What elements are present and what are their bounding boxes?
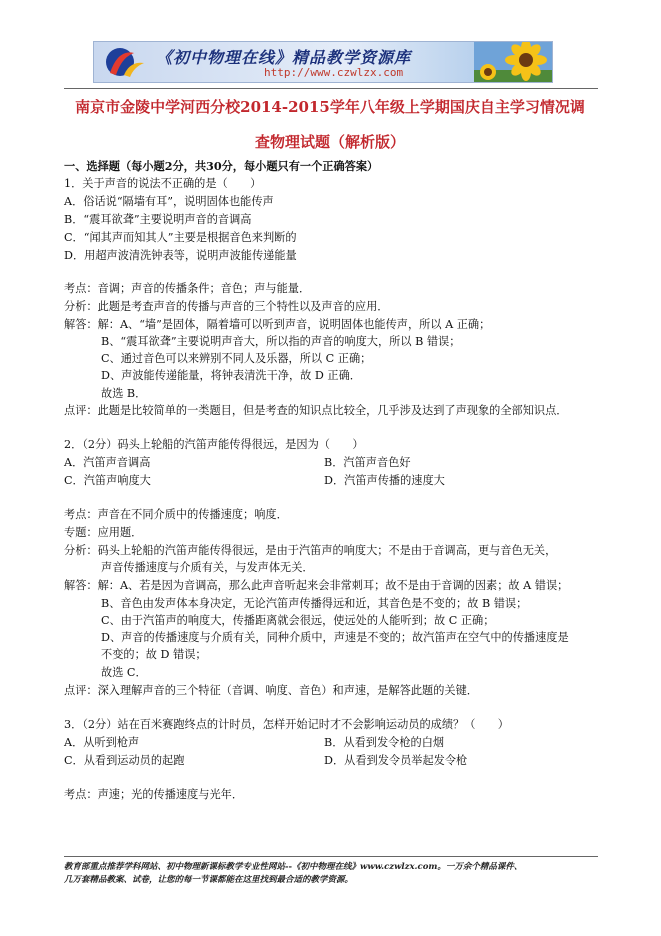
header-banner xyxy=(93,41,553,83)
q2-dianping: 点评：深入理解声音的三个特征（音调、响度、音色）和声速，是解答此题的关键． xyxy=(64,684,478,697)
q1-option-c: C．“闻其声而知其人”主要是根据音色来判断的 xyxy=(64,231,297,244)
q3-option-a: A．从听到枪声 xyxy=(64,736,140,749)
q1-option-d: D．用超声波清洗钟表等，说明声波能传递能量 xyxy=(64,249,297,262)
banner-title: 《初中物理在线》精品教学资源库 xyxy=(156,48,412,67)
q1-jieda-line3: C、通过音色可以来辨别不同人及乐器，所以 C 正确； xyxy=(101,352,372,365)
q2-jieda-line2: B、音色由发声体本身决定，无论汽笛声传播得远和近，其音色是不变的；故 B 错误； xyxy=(101,597,528,610)
q3-option-b: B．从看到发令枪的白烟 xyxy=(324,736,445,749)
q2-jieda-line1: 解答：解：A、若是因为音调高，那么此声音听起来会非常刺耳；故不是由于音调的因素；故 A 错误； xyxy=(64,579,569,592)
q2-option-b: B．汽笛声音色好 xyxy=(324,456,411,469)
q1-jieda-line4: D、声波能传递能量，将钟表清洗干净，故 D 正确． xyxy=(101,369,361,382)
sunflower-image xyxy=(474,42,552,82)
q1-fenxi: 分析：此题是考查声音的传播与声音的三个特性以及声音的应用． xyxy=(64,300,389,313)
q1-option-b: B．“震耳欲聋”主要说明声音的音调高 xyxy=(64,213,252,226)
q1-jieda-line2: B、“震耳欲聋”主要说明声音大，所以指的声音的响度大，所以 B 错误； xyxy=(101,335,461,348)
q3-kaodian: 考点：声速；光的传播速度与光年． xyxy=(64,788,244,801)
q3-stem: 3．（2分）站在百米赛跑终点的计时员，怎样开始记时才不会影响运动员的成绩？（ ） xyxy=(64,718,509,731)
q1-dianping: 点评：此题是比较简单的一类题目，但是考查的知识点比较全，几乎涉及达到了声现象的全部知识点． xyxy=(64,404,568,417)
q1-stem: 1．关于声音的说法不正确的是（ ） xyxy=(64,177,262,190)
footer-line2: 几万套精品教案、试卷，让您的每一节课都能在这里找到最合适的教学资源。 xyxy=(64,875,354,885)
q2-jieda-line5: 不变的；故 D 错误； xyxy=(101,648,207,661)
q2-option-d: D．汽笛声传播的速度大 xyxy=(324,474,445,487)
q1-option-a: A．俗话说“隔墙有耳”，说明固体也能传声 xyxy=(64,195,274,208)
page-footer xyxy=(64,861,604,887)
q2-kaodian: 考点：声音在不同介质中的传播速度；响度． xyxy=(64,508,288,521)
section-heading: 一、选择题（每小题2分，共30分，每小题只有一个正确答案） xyxy=(64,159,379,173)
footer-line1: 教育部重点推荐学科网站、初中物理新课标教学专业性网站--《初中物理在线》www.czwlzx.com。一万余个精品课件、 xyxy=(64,862,523,872)
q3-option-d: D．从看到发令员举起发令枪 xyxy=(324,754,468,767)
banner-url: http://www.czwlzx.com xyxy=(264,66,404,79)
q2-jieda-line3: C、由于汽笛声的响度大，传播距离就会很远，使远处的人能听到；故 C 正确； xyxy=(101,614,495,627)
q2-option-a: A．汽笛声音调高 xyxy=(64,456,151,469)
q3-option-c: C．从看到运动员的起跑 xyxy=(64,754,185,767)
q2-stem: 2．（2分）码头上轮船的汽笛声能传得很远，是因为（ ） xyxy=(64,438,364,451)
q2-zhuanti: 专题：应用题． xyxy=(64,526,143,539)
logo-icon xyxy=(100,45,148,79)
header-divider xyxy=(64,88,598,89)
q2-fenxi-line2: 声音传播速度与介质有关，与发声体无关． xyxy=(101,561,314,574)
q1-jieda-line5: 故选 B． xyxy=(101,387,147,400)
q2-fenxi-line1: 分析：码头上轮船的汽笛声能传得很远，是由于汽笛声的响度大；不是由于音调高，更与音色无关， xyxy=(64,544,557,557)
footer-divider xyxy=(64,856,598,857)
q1-kaodian: 考点：音调；声音的传播条件；音色；声与能量． xyxy=(64,282,311,295)
q2-jieda-line6: 故选 C． xyxy=(101,666,147,679)
q1-jieda-line1: 解答：解：A、“墙”是固体，隔着墙可以听到声音，说明固体也能传声，所以 A 正确； xyxy=(64,318,491,331)
document-title-line1: 南京市金陵中学河西分校2014-2015学年八年级上学期国庆自主学习情况调 xyxy=(75,98,585,116)
q2-option-c: C．汽笛声响度大 xyxy=(64,474,151,487)
q2-jieda-line4: D、声音的传播速度与介质有关，同种介质中，声速是不变的；故汽笛声在空气中的传播速度是 xyxy=(101,631,569,644)
document-title-line2: 查物理试题（解析版） xyxy=(254,133,405,151)
